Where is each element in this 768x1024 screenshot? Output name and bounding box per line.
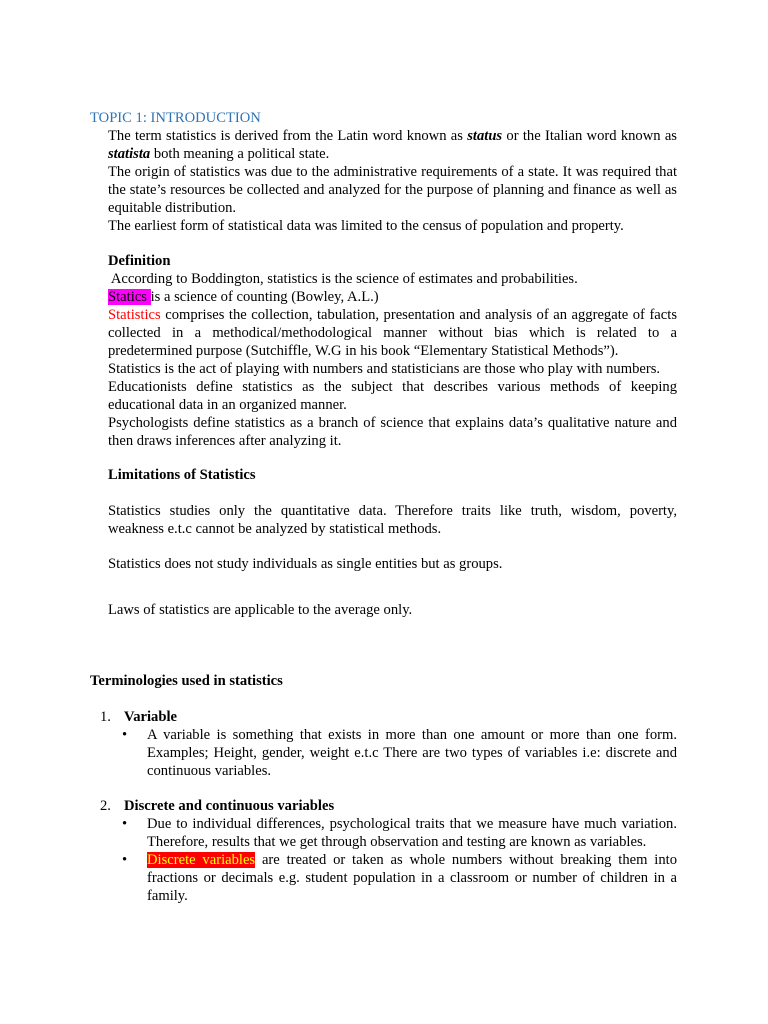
highlighted-word-statics: Statics bbox=[108, 289, 151, 305]
intro-text: The term statistics is derived from the Latin word known as bbox=[108, 128, 468, 144]
intro-text: or the Italian word known as bbox=[502, 128, 677, 144]
definition-paragraph-3 bbox=[108, 306, 677, 360]
list-number: 2. bbox=[100, 798, 111, 814]
definition-section bbox=[108, 270, 677, 450]
red-word-statistics: Statistics bbox=[108, 307, 161, 323]
term-status: status bbox=[467, 128, 503, 144]
intro-text: both meaning a political state. bbox=[150, 146, 330, 162]
definition-text: comprises the collection, tabulation, presentation and analysis of an aggregate of facts collected in a methodical/methodological manner without bias which is related to a predetermined purpose (Sutchiffle, W.G in his book “Elementary Statistical Methods”). bbox=[108, 307, 677, 359]
limitation-paragraph-1: Statistics studies only the quantitative data. Therefore traits like truth, wisdom, poverty, weakness e.t.c cannot be analyzed by statistical methods. bbox=[108, 503, 677, 537]
bullet-text: Due to individual differences, psychological traits that we measure have much variation. Therefore, results that we get through observation and testing are known as variables. bbox=[147, 816, 677, 850]
definition-heading: Definition bbox=[108, 253, 171, 269]
limitation-paragraph-2: Statistics does not study individuals as single entities but as groups. bbox=[108, 556, 503, 572]
list-number: 1. bbox=[100, 709, 111, 725]
list-item-title: Discrete and continuous variables bbox=[124, 798, 335, 814]
highlighted-phrase-discrete-variables: Discrete variables bbox=[147, 852, 256, 868]
bullet-list bbox=[122, 815, 677, 905]
terminologies-heading: Terminologies used in statistics bbox=[90, 673, 283, 689]
intro-paragraph-3: The earliest form of statistical data was limited to the census of population and property. bbox=[108, 218, 624, 234]
bullet-text: A variable is something that exists in more than one amount or more than one form. Examples; Height, gender, weight e.t.c There are two types of variables i.e: discrete and continuous variables. bbox=[147, 727, 677, 779]
definition-paragraph-1: According to Boddington, statistics is the science of estimates and probabilities. bbox=[108, 271, 578, 287]
bullet-item bbox=[122, 815, 677, 851]
list-item-title: Variable bbox=[124, 709, 177, 725]
intro-paragraph-2: The origin of statistics was due to the administrative requirements of a state. It was required that the state’s resources be collected and analyzed for the purpose of planning and finance as well as equitable distribution. bbox=[108, 164, 677, 216]
definition-paragraph-6: Psychologists define statistics as a branch of science that explains data’s qualitative nature and then draws inferences after analyzing it. bbox=[108, 415, 677, 449]
term-statista: statista bbox=[108, 146, 151, 162]
limitations-heading: Limitations of Statistics bbox=[108, 467, 256, 483]
definition-paragraph-5: Educationists define statistics as the subject that describes various methods of keeping educational data in an organized manner. bbox=[108, 379, 677, 413]
definition-text: is a science of counting (Bowley, A.L.) bbox=[150, 289, 379, 305]
introduction-section bbox=[108, 127, 677, 235]
bullet-icon: • bbox=[122, 816, 128, 832]
bullet-item bbox=[122, 726, 677, 780]
bullet-item bbox=[122, 851, 677, 905]
bullet-list bbox=[122, 726, 677, 780]
definition-paragraph-2 bbox=[108, 288, 677, 306]
bullet-icon: • bbox=[122, 852, 128, 868]
limitation-paragraph-3: Laws of statistics are applicable to the average only. bbox=[108, 602, 413, 618]
bullet-icon: • bbox=[122, 727, 128, 743]
bullet-text: are treated or taken as whole numbers without breaking them into fractions or decimals e.g. student population in a classroom or number of children in a family. bbox=[147, 852, 677, 904]
topic-heading: TOPIC 1: INTRODUCTION bbox=[90, 110, 261, 126]
definition-paragraph-4: Statistics is the act of playing with numbers and statisticians are those who play with numbers. bbox=[108, 361, 661, 377]
intro-paragraph-1 bbox=[108, 127, 677, 163]
